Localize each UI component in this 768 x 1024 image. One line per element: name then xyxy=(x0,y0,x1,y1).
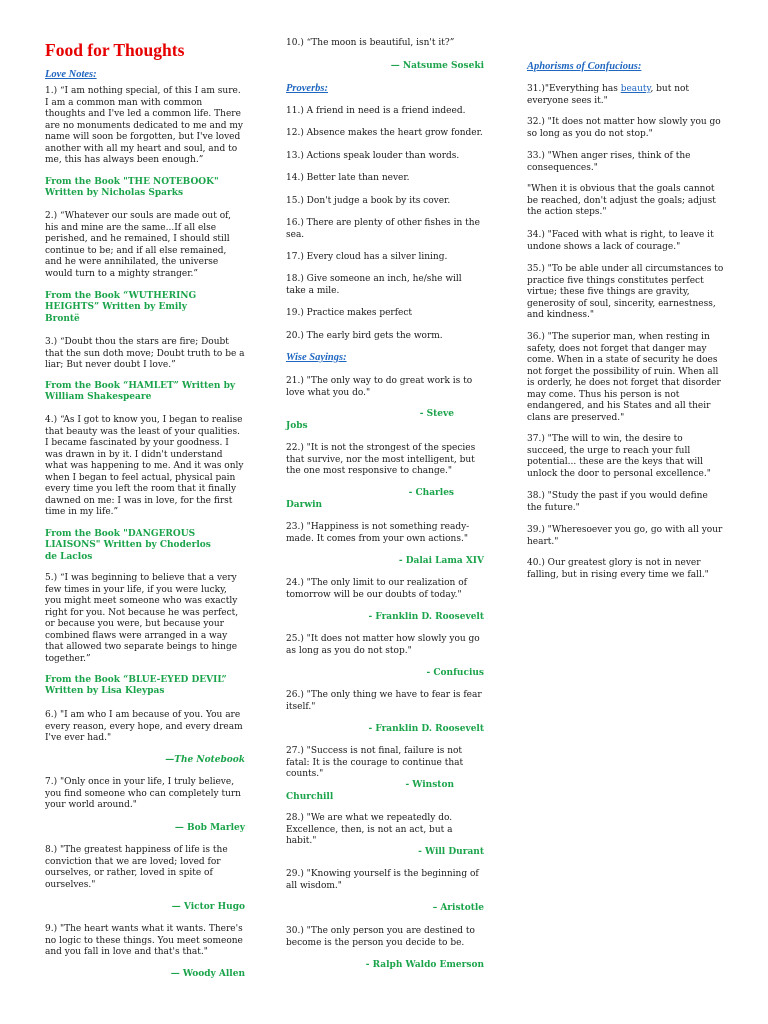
attribution-24: - Franklin D. Roosevelt xyxy=(368,612,484,622)
attribution-30: - Ralph Waldo Emerson xyxy=(365,960,484,970)
quote-39: 39.) "Wheresoever you go, go with all your heart." xyxy=(527,525,723,547)
attribution-22 xyxy=(286,488,484,511)
quote-23: 23.) "Happiness is not something ready-made. It comes from your own actions." xyxy=(286,522,470,544)
page-title: Food for Thoughts xyxy=(45,40,185,60)
attribution-9: — Woody Allen xyxy=(170,969,245,979)
wise-sayings-heading: Wise Sayings: xyxy=(286,352,347,363)
quote-3: 3.) “Doubt thou the stars are fire; Doubt that the sun doth move; Doubt truth to be a liar; But never doubt I love.” xyxy=(45,337,245,370)
quote-29: 29.) "Knowing yourself is the beginning of all wisdom." xyxy=(286,869,479,891)
attribution-27-line2: Churchill xyxy=(286,791,334,802)
quote-33-continued: "When it is obvious that the goals cannot be reached, don't adjust the goals; adjust the action steps." xyxy=(527,184,716,217)
quote-38: 38.) "Study the past if you would define the future." xyxy=(527,491,708,513)
attribution-21-line2: Jobs xyxy=(286,420,308,431)
proverb-15: 15.) Don't judge a book by its cover. xyxy=(286,196,451,206)
source-4: From the Book "DANGEROUS LIAISONS" Written by Choderlos de Laclos xyxy=(45,529,211,562)
attribution-26: - Franklin D. Roosevelt xyxy=(368,724,484,734)
quote-27: 27.) "Success is not final, failure is not fatal: It is the courage to continue that counts." xyxy=(286,746,464,779)
attribution-25: - Confucius xyxy=(426,668,484,678)
attribution-23: - Dalai Lama XIV xyxy=(398,556,484,566)
quote-4: 4.) “As I got to know you, I began to realise that beauty was the least of your qualities. I became fascinated by your goodness. I was drawn in by it. I didn't understand what was happening to me. And it was only when I began to feel actual, physical pain every time you left the room that it finally dawned on me: I was in love, for the first time in my life.” xyxy=(45,415,244,517)
quote-7: 7.) "Only once in your life, I truly believe, you find someone who can completely turn your world around." xyxy=(45,777,241,810)
quote-10: 10.) “The moon is beautiful, isn't it?” xyxy=(286,38,455,48)
proverb-19: 19.) Practice makes perfect xyxy=(286,308,413,318)
quote-21: 21.) "The only way to do great work is to love what you do." xyxy=(286,376,473,398)
source-3: From the Book “HAMLET” Written by William Shakespeare xyxy=(45,381,236,403)
beauty-link[interactable]: beauty xyxy=(620,84,651,94)
attribution-8: — Victor Hugo xyxy=(171,902,245,912)
quote-32: 32.) "It does not matter how slowly you go so long as you do not stop." xyxy=(527,117,721,139)
attribution-27-line1: - Winston xyxy=(405,780,454,790)
attribution-22-line2: Darwin xyxy=(286,499,323,510)
attribution-7: — Bob Marley xyxy=(174,823,245,833)
proverb-17: 17.) Every cloud has a silver lining. xyxy=(286,252,448,262)
source-1: From the Book "THE NOTEBOOK" Written by Nicholas Sparks xyxy=(45,177,219,199)
attribution-27 xyxy=(286,780,484,803)
quote-5: 5.) “I was beginning to believe that a very few times in your life, if you were lucky, you might meet someone who was exactly right for you. Not because he was perfect, or because you were, but because your combined flaws were arranged in a way that allowed two separate beings to hinge together.” xyxy=(45,573,239,664)
proverb-12: 12.) Absence makes the heart grow fonder. xyxy=(286,128,483,138)
quote-26: 26.) "The only thing we have to fear is fear itself." xyxy=(286,690,482,712)
proverb-14: 14.) Better late than never. xyxy=(286,173,410,183)
attribution-28: - Will Durant xyxy=(418,847,484,857)
quote-2: 2.) “Whatever our souls are made out of, his and mine are the same...If all else perished, and he remained, I should still continue to be; and if all else remained, and he were annihilated, the universe would turn to a mighty stranger.” xyxy=(45,211,231,279)
quote-36: 36.) "The superior man, when resting in safety, does not forget that danger may come. When in a state of security he does not forget the possibility of ruin. When all is orderly, he does not forget that disorder may come. Thus his person is not endangered, and his States and all their clans are preserved." xyxy=(527,332,721,423)
attribution-22-line1: - Charles xyxy=(408,488,454,498)
quote-28: 28.) "We are what we repeatedly do. Excellence, then, is not an act, but a habit." xyxy=(286,813,453,846)
quote-8: 8.) "The greatest happiness of life is the conviction that we are loved; loved for ourselves, or rather, loved in spite of ourselves." xyxy=(45,845,228,890)
attribution-21 xyxy=(286,409,484,432)
source-5: From the Book “BLUE-EYED DEVIL” Written by Lisa Kleypas xyxy=(45,675,227,697)
quote-31-end: , but not everyone sees it." xyxy=(527,84,690,106)
proverb-20: 20.) The early bird gets the worm. xyxy=(286,331,443,341)
attribution-21-line1: - Steve xyxy=(419,409,454,419)
quote-6: 6.) "I am who I am because of you. You are every reason, every hope, and every dream I've ever had." xyxy=(45,710,243,743)
quote-31-start: 31.)"Everything has xyxy=(527,84,621,94)
quote-30: 30.) "The only person you are destined to become is the person you decide to be. xyxy=(286,926,475,948)
proverb-18: 18.) Give someone an inch, he/she will take a mile. xyxy=(286,274,462,296)
quote-34: 34.) "Faced with what is right, to leave it undone shows a lack of courage." xyxy=(527,230,714,252)
attribution-6: —The Notebook xyxy=(165,755,245,765)
attribution-29: – Aristotle xyxy=(432,903,484,913)
quote-33: 33.) "When anger rises, think of the consequences." xyxy=(527,151,691,173)
quote-24: 24.) "The only limit to our realization of tomorrow will be our doubts of today." xyxy=(286,578,467,600)
quote-25: 25.) "It does not matter how slowly you go as long as you do not stop." xyxy=(286,634,480,656)
proverb-11: 11.) A friend in need is a friend indeed. xyxy=(286,106,466,116)
quote-9: 9.) "The heart wants what it wants. There's no logic to these things. You meet someone and you fall in love and that's that." xyxy=(45,924,243,957)
source-2: From the Book “WUTHERING HEIGHTS” Written by Emily Brontë xyxy=(45,291,197,324)
quote-35: 35.) "To be able under all circumstances to practice five things constitutes perfect virtue; these five things are gravity, generosity of soul, sincerity, earnestness, and kindness." xyxy=(527,264,724,320)
proverbs-heading: Proverbs: xyxy=(286,83,328,94)
proverb-13: 13.) Actions speak louder than words. xyxy=(286,151,460,161)
attribution-10: — Natsume Soseki xyxy=(390,61,484,71)
quote-40: 40.) Our greatest glory is not in never falling, but in rising every time we fall." xyxy=(527,558,709,580)
quote-37: 37.) "The will to win, the desire to succeed, the urge to reach your full potential... these are the keys that will unlock the door to personal excellence." xyxy=(527,434,711,479)
quote-1: 1.) “I am nothing special, of this I am sure. I am a common man with common thoughts and I've led a common life. There are no monuments dedicated to me and my name will soon be forgotten, but I've loved another with all my heart and soul, and to me, this has always been enough.” xyxy=(45,86,243,165)
confucius-heading: Aphorisms of Confucious: xyxy=(527,61,642,72)
quote-31 xyxy=(527,84,725,107)
quote-22: 22.) "It is not the strongest of the species that survive, nor the most intelligent, but the one most responsive to change." xyxy=(286,443,476,476)
proverb-16: 16.) There are plenty of other fishes in the sea. xyxy=(286,218,480,240)
love-notes-heading: Love Notes: xyxy=(45,69,97,80)
